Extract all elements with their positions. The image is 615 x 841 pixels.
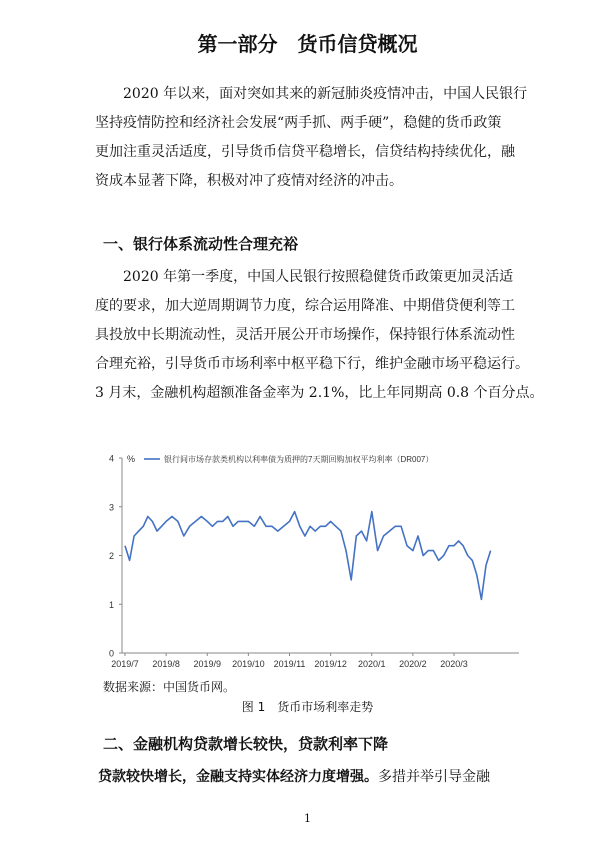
x-tick-label: 2019/9 bbox=[193, 659, 222, 669]
page-title: 第一部分 货币信贷概况 bbox=[197, 32, 418, 56]
x-tick-label: 2019/7 bbox=[111, 659, 139, 669]
x-tick-label: 2019/11 bbox=[273, 659, 306, 669]
x-tick-label: 2019/12 bbox=[314, 659, 347, 669]
x-tick-label: 2020/3 bbox=[440, 659, 468, 669]
section-heading-liquidity: 一、银行体系流动性合理充裕 bbox=[103, 235, 299, 253]
liquidity-paragraph bbox=[95, 263, 550, 408]
liquidity-line: 合理充裕，引导货币市场利率中枢平稳下行，维护金融市场平稳运行。 bbox=[95, 356, 529, 372]
figure-number: 图 1 bbox=[241, 700, 266, 714]
legend-label: 银行间市场存款类机构以利率债为质押的7天期回购加权平均利率（DR007） bbox=[164, 455, 434, 464]
x-tick-label: 2020/1 bbox=[357, 659, 386, 669]
section-heading-loans: 二、金融机构贷款增长较快，贷款利率下降 bbox=[103, 735, 389, 753]
liquidity-line: 2020 年第一季度，中国人民银行按照稳健货币政策更加灵活适 bbox=[123, 269, 514, 285]
intro-line: 更加注重灵活适度，引导货币信贷平稳增长，信贷结构持续优化，融 bbox=[95, 144, 515, 160]
intro-paragraph bbox=[95, 80, 550, 196]
intro-line: 2020 年以来，面对突如其来的新冠肺炎疫情冲击，中国人民银行 bbox=[123, 86, 528, 102]
x-tick-label: 2019/8 bbox=[152, 659, 180, 669]
loans-lead-bold: 贷款较快增长，金融支持实体经济力度增强。 bbox=[98, 769, 378, 785]
liquidity-line: 具投放中长期流动性，灵活开展公开市场操作，保持银行体系流动性 bbox=[95, 327, 515, 343]
intro-line: 资成本显著下降，积极对冲了疫情对经济的冲击。 bbox=[95, 173, 403, 189]
y-tick-label: 0 bbox=[108, 648, 114, 659]
page-number: 1 bbox=[304, 812, 311, 825]
y-axis-unit: % bbox=[127, 454, 136, 464]
y-tick-label: 3 bbox=[108, 502, 114, 513]
intro-line: 坚持疫情防控和经济社会发展“两手抓、两手硬”，稳健的货币政策 bbox=[95, 115, 502, 131]
dr007-series-line bbox=[125, 512, 491, 600]
loans-lead-text: 多措并举引导金融 bbox=[378, 769, 490, 785]
x-tick-label: 2020/2 bbox=[399, 659, 427, 669]
money-market-rate-chart bbox=[95, 447, 525, 679]
y-tick-label: 2 bbox=[108, 551, 114, 561]
chart-source-note: 数据来源：中国货币网。 bbox=[103, 680, 236, 694]
y-tick-label: 4 bbox=[108, 453, 114, 464]
liquidity-line: 度的要求，加大逆周期调节力度，综合运用降准、中期借贷便利等工 bbox=[95, 298, 515, 314]
liquidity-line: 3 月末，金融机构超额准备金率为 2.1%，比上年同期高 0.8 个百分点。 bbox=[95, 385, 544, 401]
figure-caption bbox=[0, 698, 615, 715]
x-tick-label: 2019/10 bbox=[232, 659, 265, 669]
figure-title: 货币市场利率走势 bbox=[277, 700, 374, 714]
y-tick-label: 1 bbox=[108, 599, 114, 610]
loans-lead-paragraph bbox=[98, 766, 490, 786]
